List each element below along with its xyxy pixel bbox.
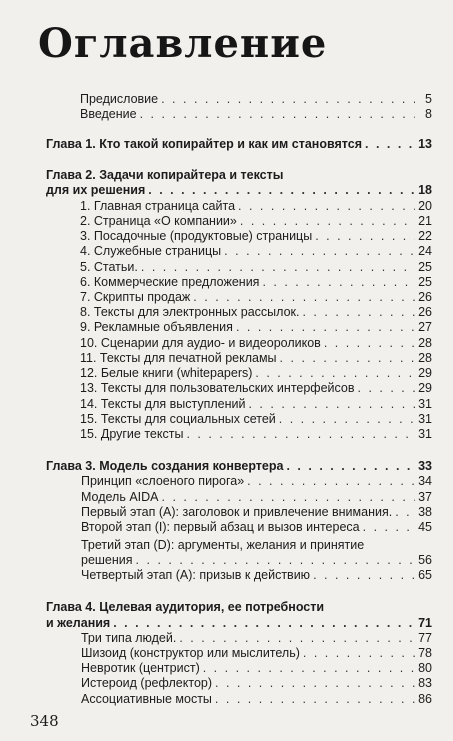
entry-title: Шизоид (конструктор или мыслитель) [81, 646, 300, 660]
entry-title: 12. Белые книги (whitepapers) [80, 366, 253, 380]
entry-title: 10. Сценарии для аудио- и видеороликов [80, 336, 321, 350]
entry-title: 6. Коммерческие предложения [80, 275, 260, 289]
dot-leader [280, 351, 415, 365]
entry-page: 25 [418, 260, 432, 274]
entry-page: 34 [418, 474, 432, 488]
toc-entry[interactable] [46, 474, 432, 488]
toc-entry[interactable] [46, 275, 432, 289]
entry-page: 56 [418, 553, 432, 567]
toc-chapter-2[interactable] [46, 183, 432, 197]
entry-title: Предисловие [80, 92, 159, 106]
dot-leader [358, 381, 415, 395]
entry-title: 9. Рекламные объявления [80, 320, 233, 334]
entry-title: 14. Тексты для выступлений [80, 397, 246, 411]
entry-page: 65 [418, 568, 432, 582]
toc-entry[interactable] [46, 260, 432, 274]
entry-page: 26 [418, 305, 432, 319]
toc-entry[interactable] [46, 412, 432, 426]
entry-title: 5. Статьи. [80, 260, 138, 274]
dot-leader [248, 397, 415, 411]
toc-entry[interactable] [46, 397, 432, 411]
chapter-page: 18 [418, 183, 432, 197]
entry-page: 28 [418, 336, 432, 350]
dot-leader [247, 474, 415, 488]
entry-title: 3. Посадочные (продуктовые) страницы [80, 229, 313, 243]
entry-title: Четвертый этап (А): призыв к действию [81, 568, 311, 582]
toc-chapter-1[interactable] [46, 137, 432, 151]
page-title: Оглавление [38, 20, 328, 67]
entry-page: 22 [418, 229, 432, 243]
toc-entry[interactable] [46, 199, 432, 213]
entry-title: 7. Скрипты продаж [80, 290, 191, 304]
toc-entry[interactable] [46, 305, 432, 319]
entry-page: 45 [418, 520, 432, 534]
toc-entry[interactable] [46, 381, 432, 395]
entry-page: 31 [418, 412, 432, 426]
entry-page: 80 [418, 661, 432, 675]
dot-leader [363, 520, 415, 534]
entry-page: 29 [418, 381, 432, 395]
entry-page: 26 [418, 290, 432, 304]
dot-leader [215, 692, 415, 706]
entry-page: 31 [418, 397, 432, 411]
toc-entry[interactable] [46, 568, 432, 582]
dot-leader [140, 107, 415, 121]
dot-leader [224, 244, 415, 258]
dot-leader [262, 275, 415, 289]
toc-entry[interactable] [46, 427, 432, 441]
chapter-page: 13 [418, 137, 432, 151]
entry-page: 20 [418, 199, 432, 213]
entry-title: 15. Другие тексты [80, 427, 184, 441]
toc-entry-preface[interactable] [46, 92, 432, 106]
entry-title: 13. Тексты для пользовательских интерфейсов [80, 381, 355, 395]
toc-entry[interactable] [46, 676, 432, 690]
entry-title: 1. Главная страница сайта [80, 199, 236, 213]
entry-page: 21 [418, 214, 432, 228]
dot-leader [203, 661, 415, 675]
entry-title: 2. Страница «О компании» [80, 214, 237, 228]
toc-entry[interactable] [46, 553, 432, 567]
page-number: 348 [30, 712, 59, 730]
toc-entry[interactable] [46, 244, 432, 258]
dot-leader [240, 214, 415, 228]
toc-entry[interactable] [46, 229, 432, 243]
toc-entry[interactable] [46, 366, 432, 380]
dot-leader [161, 92, 415, 106]
dot-leader [162, 490, 415, 504]
chapter-title: Глава 1. Кто такой копирайтер и как им становятся [46, 137, 362, 151]
entry-title: Невротик (центрист) [81, 661, 200, 675]
dot-leader [238, 199, 415, 213]
toc-chapter-2-title: Глава 2. Задачи копирайтера и тексты [46, 168, 284, 182]
entry-title: Модель AIDA [81, 490, 159, 504]
dot-leader [141, 260, 415, 274]
entry-page: 37 [418, 490, 432, 504]
chapter-page: 71 [418, 616, 432, 630]
dot-leader [215, 676, 415, 690]
chapter-title-cont: для их решения [46, 183, 146, 197]
entry-page: 25 [418, 275, 432, 289]
toc-entry[interactable] [46, 505, 432, 519]
dot-leader [148, 183, 415, 197]
toc-entry[interactable] [46, 692, 432, 706]
entry-page: 24 [418, 244, 432, 258]
dot-leader [302, 305, 415, 319]
entry-title: Введение [80, 107, 137, 121]
entry-page: 78 [418, 646, 432, 660]
dot-leader [193, 290, 415, 304]
dot-leader [179, 631, 415, 645]
toc-entry[interactable] [46, 520, 432, 534]
toc-chapter-3[interactable] [46, 459, 432, 473]
toc-entry[interactable] [46, 646, 432, 660]
toc-entry-title: Третий этап (D): аргументы, желания и принятие [81, 538, 365, 552]
chapter-page: 33 [418, 459, 432, 473]
entry-page: 83 [418, 676, 432, 690]
entry-page: 31 [418, 427, 432, 441]
dot-leader [286, 459, 415, 473]
dot-leader [365, 137, 415, 151]
dot-leader [315, 229, 415, 243]
entry-title: Первый этап (А): заголовок и привлечение внимания. [81, 505, 393, 519]
toc-entry[interactable] [46, 290, 432, 304]
dot-leader [113, 616, 415, 630]
dot-leader [236, 320, 415, 334]
toc-chapter-4-title: Глава 4. Целевая аудитория, ее потребности [46, 600, 325, 614]
dot-leader [324, 336, 415, 350]
toc-entry[interactable] [46, 351, 432, 365]
entry-page: 38 [418, 505, 432, 519]
entry-page: 86 [418, 692, 432, 706]
chapter-title-cont: и желания [46, 616, 111, 630]
dot-leader [186, 427, 415, 441]
dot-leader [303, 646, 415, 660]
entry-page: 8 [425, 107, 432, 121]
chapter-title: Глава 3. Модель создания конвертера [46, 459, 284, 473]
toc-entry[interactable] [46, 320, 432, 334]
entry-title: Истероид (рефлектор) [81, 676, 213, 690]
entry-title: Второй этап (I): первый абзац и вызов интереса [81, 520, 360, 534]
dot-leader [395, 505, 415, 519]
toc-entry[interactable] [46, 631, 432, 645]
entry-title: 4. Служебные страницы [80, 244, 222, 258]
entry-title: 11. Тексты для печатной рекламы [80, 351, 277, 365]
dot-leader [313, 568, 415, 582]
toc-entry[interactable] [46, 336, 432, 350]
entry-page: 29 [418, 366, 432, 380]
entry-title: 15. Тексты для социальных сетей [80, 412, 276, 426]
dot-leader [136, 553, 415, 567]
toc-entry[interactable] [46, 214, 432, 228]
entry-title: Три типа людей. [81, 631, 177, 645]
entry-page: 27 [418, 320, 432, 334]
entry-title: 8. Тексты для электронных рассылок. [80, 305, 300, 319]
entry-title-cont: решения [81, 553, 133, 567]
toc-chapter-4[interactable] [46, 616, 432, 630]
entry-title: Ассоциативные мосты [81, 692, 212, 706]
entry-title: Принцип «слоеного пирога» [81, 474, 245, 488]
entry-page: 77 [418, 631, 432, 645]
dot-leader [255, 366, 415, 380]
entry-page: 5 [425, 92, 432, 106]
toc-entry[interactable] [46, 661, 432, 675]
toc-entry[interactable] [46, 490, 432, 504]
entry-page: 28 [418, 351, 432, 365]
dot-leader [279, 412, 415, 426]
toc-entry-introduction[interactable] [46, 107, 432, 121]
